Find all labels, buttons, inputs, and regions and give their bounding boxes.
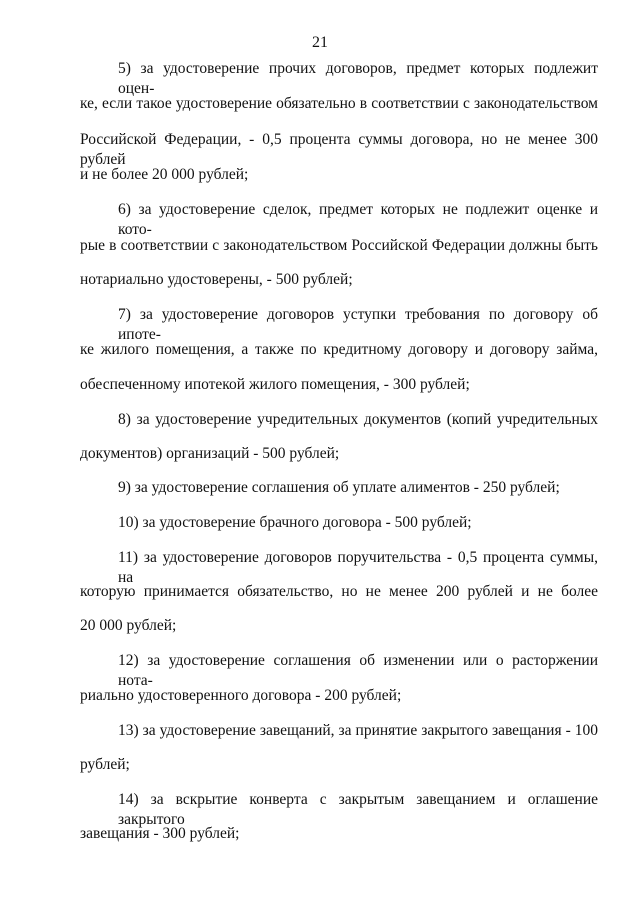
paragraph-6-line-3: нотариально удостоверены, - 500 рублей; xyxy=(80,271,353,288)
paragraph-7-line-2: ке жилого помещения, а также по кредитному договору и договору займа, xyxy=(80,341,598,358)
paragraph-5-line-4: и не более 20 000 рублей; xyxy=(80,166,249,183)
paragraph-12-line-1: 12) за удостоверение соглашения об изменении или о расторжении нота- xyxy=(118,652,598,689)
paragraph-11-line-3: 20 000 рублей; xyxy=(80,617,177,634)
paragraph-6-line-2: рые в соответствии с законодательством Российской Федерации должны быть xyxy=(80,237,598,254)
paragraph-5-line-1: 5) за удостоверение прочих договоров, предмет которых подлежит оцен- xyxy=(118,60,598,97)
paragraph-10-line-1: 10) за удостоверение брачного договора - 500 рублей; xyxy=(118,514,472,531)
paragraph-13-line-2: рублей; xyxy=(80,756,130,773)
paragraph-5-line-2: ке, если такое удостоверение обязательно в соответствии с законодательством xyxy=(80,95,598,112)
paragraph-12-line-2: риально удостоверенного договора - 200 рублей; xyxy=(80,687,402,704)
paragraph-5-line-3: Российской Федерации, - 0,5 процента суммы договора, но не менее 300 рублей xyxy=(80,131,598,168)
paragraph-9-line-1: 9) за удостоверение соглашения об уплате алиментов - 250 рублей; xyxy=(118,479,560,496)
paragraph-7-line-3: обеспеченному ипотекой жилого помещения, - 300 рублей; xyxy=(80,376,470,393)
paragraph-7-line-1: 7) за удостоверение договоров уступки требования по договору об ипоте- xyxy=(118,306,598,343)
page-number: 21 xyxy=(312,34,328,51)
paragraph-14-line-2: завещания - 300 рублей; xyxy=(80,825,240,842)
paragraph-11-line-1: 11) за удостоверение договоров поручительства - 0,5 процента суммы, на xyxy=(118,549,598,586)
paragraph-8-line-1: 8) за удостоверение учредительных документов (копий учредительных xyxy=(118,411,598,428)
paragraph-13-line-1: 13) за удостоверение завещаний, за принятие закрытого завещания - 100 xyxy=(118,722,598,739)
paragraph-11-line-2: которую принимается обязательство, но не менее 200 рублей и не более xyxy=(80,583,598,600)
paragraph-14-line-1: 14) за вскрытие конверта с закрытым завещанием и оглашение закрытого xyxy=(118,791,598,828)
paragraph-6-line-1: 6) за удостоверение сделок, предмет которых не подлежит оценке и кото- xyxy=(118,201,598,238)
paragraph-8-line-2: документов) организаций - 500 рублей; xyxy=(80,445,340,462)
